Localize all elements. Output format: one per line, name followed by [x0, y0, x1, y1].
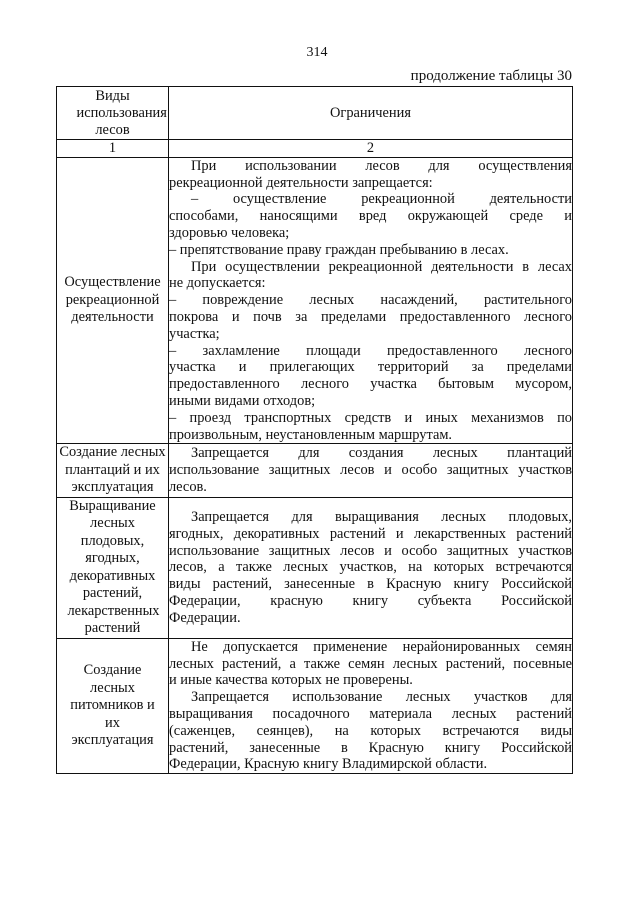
restriction-text-line: выращивания посадочного материала лесных растений — [169, 706, 572, 723]
table-row — [57, 157, 573, 444]
use-kind-cell — [57, 638, 169, 773]
restriction-cell — [169, 157, 573, 444]
restriction-cell — [169, 497, 573, 638]
restriction-text-line: покрова и почв за пределами предоставленного лесного — [169, 308, 572, 325]
restriction-text-line: – осуществление рекреационной деятельности — [191, 191, 572, 208]
restriction-text-line: (саженцев, сеянцев), на которых встречаются виды — [169, 722, 572, 739]
use-kind-cell — [57, 444, 169, 498]
restriction-cell — [169, 444, 573, 498]
column-number-row — [57, 140, 573, 158]
table-row — [57, 638, 573, 773]
restriction-text-line: произвольным, неустановленным маршрутам. — [169, 426, 453, 443]
restriction-text-line: Федерации, Красную книгу Владимирской области. — [169, 756, 488, 773]
restriction-text-line: иными видами отходов; — [169, 392, 316, 409]
use-kind-text: Создание лесных питомников и их эксплуатация — [70, 662, 155, 749]
header-restrictions: Ограничения — [169, 87, 573, 140]
restriction-text-line: предоставленного лесного участка бытовым мусором, — [169, 376, 572, 393]
restriction-text-line: Запрещается использование лесных участков для — [191, 689, 572, 706]
table-row — [57, 444, 573, 498]
restriction-text-line: использование защитных лесов и особо защитных участков — [169, 462, 572, 479]
restriction-text-line: ягодных, декоративных растений и лекарственных растений — [169, 525, 572, 542]
column-number-1: 1 — [57, 140, 169, 158]
restriction-text-line: способами, наносящими вред окружающей среде и — [169, 208, 572, 225]
restriction-cell — [169, 638, 573, 773]
column-number-2: 2 — [169, 140, 573, 158]
restriction-text-line: и иные качества которых не проверены. — [169, 672, 413, 689]
table-header-row — [57, 87, 573, 140]
restriction-text-line: участка; — [169, 325, 220, 342]
use-kind-cell — [57, 157, 169, 444]
restriction-text-line: виды растений, занесенные в Красную книгу Российской — [169, 576, 572, 593]
use-kind-text: Осуществление рекреационной деятельности — [64, 274, 161, 326]
restrictions-table — [56, 86, 573, 774]
restriction-text-line: При осуществлении рекреационной деятельности в лесах — [191, 258, 572, 275]
restriction-text-line: здоровью человека; — [169, 224, 290, 241]
restriction-text-line: участка и прилегающих территорий за пределами — [169, 359, 572, 376]
use-kind-text: Выращивание лесных плодовых, ягодных, декоративных растений, лекарственных растений — [67, 497, 160, 637]
restriction-text-line: лесов, а также лесных участков, на которых встречаются — [169, 559, 572, 576]
restriction-text-line: – повреждение лесных насаждений, растительного — [169, 292, 572, 309]
restriction-text-line: При использовании лесов для осуществления — [191, 157, 572, 174]
restriction-text-line: Не допускается применение нерайонированных семян — [191, 638, 572, 655]
restriction-text-line: Федерации, красную книгу субъекта Российской — [169, 593, 572, 610]
restriction-text-line: рекреационной деятельности запрещается: — [169, 174, 433, 191]
header-col1-text: Виды использования лесов — [76, 87, 167, 138]
restriction-text-line: использование защитных лесов и особо защитных участков — [169, 542, 572, 559]
restriction-text-line: – препятствование праву граждан пребыванию в лесах. — [169, 241, 509, 258]
table-continuation-label: продолжение таблицы 30 — [410, 68, 572, 84]
restriction-text-line: не допускается: — [169, 275, 266, 292]
restriction-text-line: лесов. — [169, 478, 207, 495]
restriction-text-line: Запрещается для выращивания лесных плодовых, — [191, 509, 572, 526]
restriction-text-line: лесных растений, а также семян лесных растений, посевные — [169, 655, 572, 672]
restriction-text-line: – захламление площади предоставленного лесного — [169, 342, 572, 359]
page-number: 314 — [306, 45, 328, 60]
restriction-text-line: растений, занесенные в Красную книгу Российской — [169, 739, 572, 756]
use-kind-cell — [57, 497, 169, 638]
table-row — [57, 497, 573, 638]
header-kinds-of-use — [57, 87, 169, 140]
restriction-text-line: – проезд транспортных средств и иных механизмов по — [169, 409, 572, 426]
restriction-text-line: Федерации. — [169, 609, 241, 626]
restriction-text-line: Запрещается для создания лесных плантаций — [191, 445, 572, 462]
use-kind-text: Создание лесных плантаций и их эксплуатация — [59, 444, 166, 496]
